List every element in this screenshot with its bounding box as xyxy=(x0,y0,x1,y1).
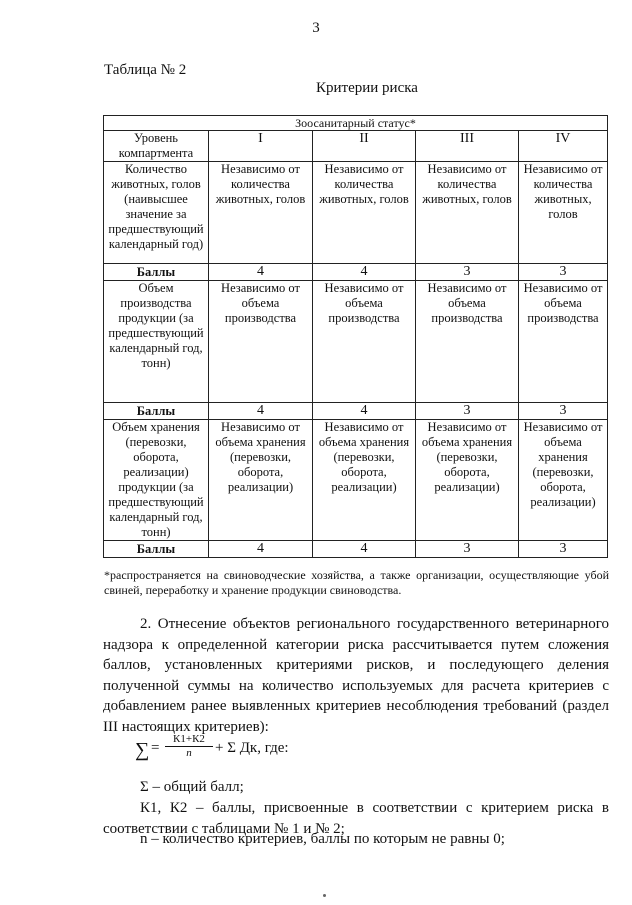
scores-label: Баллы xyxy=(104,403,209,420)
level-cell: IV xyxy=(519,131,608,162)
score-cell: 4 xyxy=(209,264,313,281)
definition-sum: Σ – общий балл; xyxy=(140,779,244,795)
fraction-denominator: n xyxy=(186,747,192,759)
score-cell: 4 xyxy=(313,264,416,281)
equals-sign: = xyxy=(151,740,160,756)
value-cell: Независимо от объема хранения (перевозки, оборота, реализации) xyxy=(209,420,313,541)
score-cell: 4 xyxy=(209,403,313,420)
risk-criteria-table xyxy=(103,115,608,558)
score-cell: 3 xyxy=(519,403,608,420)
value-cell: Независимо от объема производства xyxy=(313,281,416,403)
definition-k-text: К1, К2 – баллы, присвоенные в соответствии с критерием риска в соответствии с таблицами № 1 и № 2; xyxy=(103,800,609,837)
value-cell: Независимо от объема производства xyxy=(416,281,519,403)
level-header: Уровень компартмента xyxy=(104,131,209,162)
value-cell: Независимо от количества животных, голов xyxy=(416,162,519,264)
table-header-row xyxy=(104,116,608,131)
table-row xyxy=(104,131,608,162)
score-cell: 3 xyxy=(519,264,608,281)
score-cell: 4 xyxy=(313,403,416,420)
criterion-cell: Объем производства продукции (за предшествующий календарный год, тонн) xyxy=(104,281,209,403)
score-cell: 3 xyxy=(519,541,608,558)
page-mark xyxy=(323,894,326,897)
level-cell: III xyxy=(416,131,519,162)
value-cell: Независимо от объема хранения (перевозки, оборота, реализации) xyxy=(416,420,519,541)
value-cell: Независимо от объема производства xyxy=(519,281,608,403)
value-cell: Независимо от количества животных, голов xyxy=(209,162,313,264)
body-paragraph xyxy=(103,614,609,737)
status-header: Зоосанитарный статус* xyxy=(104,116,608,131)
table-row xyxy=(104,162,608,264)
table-caption: Критерии риска xyxy=(316,80,418,96)
value-cell: Независимо от объема хранения (перевозки, оборота, реализации) xyxy=(313,420,416,541)
table-row xyxy=(104,281,608,403)
scores-label: Баллы xyxy=(104,264,209,281)
score-cell: 3 xyxy=(416,403,519,420)
score-cell: 3 xyxy=(416,264,519,281)
scores-label: Баллы xyxy=(104,541,209,558)
sigma-symbol: ∑ xyxy=(135,739,150,761)
criterion-cell: Объем хранения (перевозки, оборота, реализации) продукции (за предшествующий календарный год, тонн) xyxy=(104,420,209,541)
page-number: 3 xyxy=(312,20,320,36)
table-footnote: *распространяется на свиноводческие хозяйства, а также организации, осуществляющие убой свиней, переработку и хранение продукции свиноводства. xyxy=(104,568,609,597)
score-row xyxy=(104,264,608,281)
paragraph-text: 2. Отнесение объектов регионального государственного ветеринарного надзора к определенной категории риска рассчитывается путем сложения баллов, установленных критериями рисков, и последующего деления полученной суммы на количество используемых для расчета критериев с добавлением ранее выявленных критериев несоблюдения требований (раздел III настоящих критериев): xyxy=(103,616,609,735)
score-row xyxy=(104,403,608,420)
value-cell: Независимо от объема производства xyxy=(209,281,313,403)
value-cell: Независимо от количества животных, голов xyxy=(313,162,416,264)
table-row xyxy=(104,420,608,541)
score-row xyxy=(104,541,608,558)
criterion-cell: Количество животных, голов (наивысшее значение за предшествующий календарный год) xyxy=(104,162,209,264)
score-cell: 3 xyxy=(416,541,519,558)
level-cell: II xyxy=(313,131,416,162)
fraction-numerator: К1+К2 xyxy=(165,733,213,747)
value-cell: Независимо от объема хранения (перевозки, оборота, реализации) xyxy=(519,420,608,541)
definition-n: n – количество критериев, баллы по которым не равны 0; xyxy=(140,831,505,847)
fraction xyxy=(165,733,213,760)
level-cell: I xyxy=(209,131,313,162)
table-number: Таблица № 2 xyxy=(104,62,187,78)
value-cell: Независимо от количества животных, голов xyxy=(519,162,608,264)
score-cell: 4 xyxy=(313,541,416,558)
score-cell: 4 xyxy=(209,541,313,558)
formula-rest: + Σ Дк, где: xyxy=(215,740,289,756)
